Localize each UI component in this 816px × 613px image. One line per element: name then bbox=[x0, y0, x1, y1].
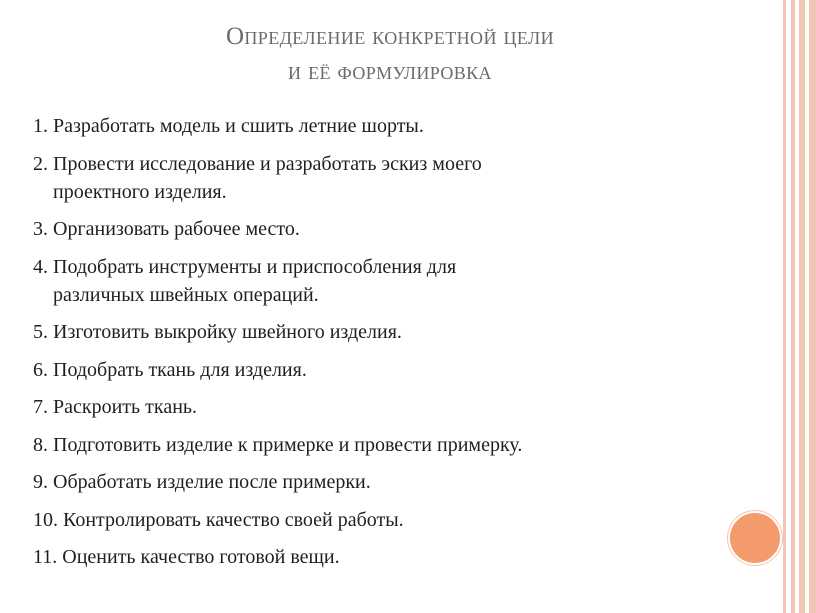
list-item-text: 2. Провести исследование и разработать эскиз моего bbox=[33, 152, 482, 175]
list-item-text: 1. Разработать модель и сшить летние шорты. bbox=[33, 115, 424, 137]
list-item bbox=[33, 543, 723, 571]
list-item-continuation: проектного изделия. bbox=[53, 180, 227, 203]
decorative-border bbox=[783, 0, 816, 613]
goals-list bbox=[33, 112, 723, 581]
list-item bbox=[33, 356, 723, 384]
slide-title bbox=[130, 19, 650, 89]
list-item-continuation: различных швейных операций. bbox=[53, 283, 319, 306]
list-item bbox=[33, 431, 723, 459]
border-stripe bbox=[799, 0, 805, 613]
list-item bbox=[33, 253, 723, 309]
border-stripe bbox=[783, 0, 786, 613]
list-item-text: 6. Подобрать ткань для изделия. bbox=[33, 358, 307, 381]
list-item bbox=[33, 215, 723, 243]
list-item-text: 10. Контролировать качество своей работы. bbox=[33, 508, 404, 531]
list-item-text: 8. Подготовить изделие к примерке и провести примерку. bbox=[33, 433, 523, 456]
list-item-text: 3. Организовать рабочее место. bbox=[33, 218, 300, 240]
list-item bbox=[33, 150, 723, 206]
list-item bbox=[33, 318, 723, 346]
list-item-text: 5. Изготовить выкройку швейного изделия. bbox=[33, 321, 402, 343]
border-stripe bbox=[809, 0, 816, 613]
list-item-text: 7. Раскроить ткань. bbox=[33, 396, 198, 418]
title-line-2: и её формулировка bbox=[288, 58, 492, 85]
list-item bbox=[33, 468, 723, 496]
title-line-1: Определение конкретной цели bbox=[225, 23, 555, 50]
list-item bbox=[33, 506, 723, 534]
list-item-text: 4. Подобрать инструменты и приспособления для bbox=[33, 255, 457, 278]
list-item-text: 9. Обработать изделие после примерки. bbox=[33, 471, 371, 493]
list-item-text: 11. Оценить качество готовой вещи. bbox=[33, 546, 340, 568]
accent-circle bbox=[728, 511, 782, 565]
list-item bbox=[33, 393, 723, 421]
border-stripe bbox=[791, 0, 795, 613]
list-item bbox=[33, 112, 723, 140]
